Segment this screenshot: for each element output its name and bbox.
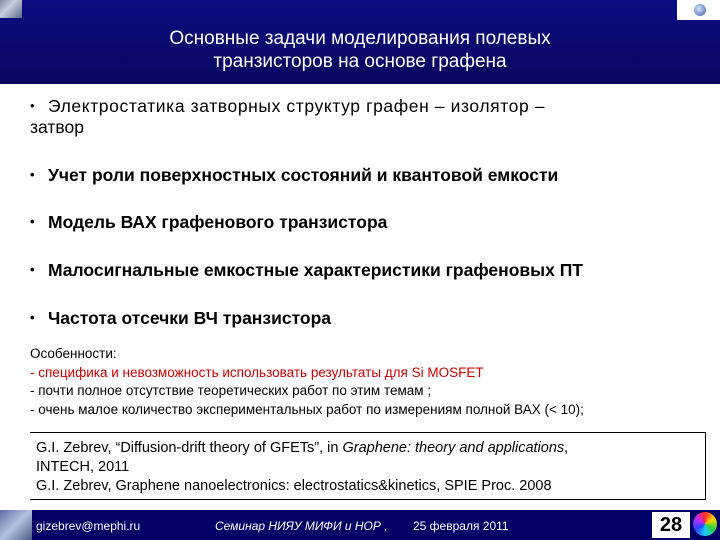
bullet-marker: • xyxy=(30,98,36,113)
partner-logo xyxy=(677,0,720,20)
reference-1 xyxy=(36,439,568,458)
reference-1-prefix: G.I. Zebrev, “Diffusion-drift theory of GFETs”, in xyxy=(36,440,343,456)
note-item: - почти полное отсутствие теоретических работ по этим темам ; xyxy=(30,383,432,398)
bullet-item-2 xyxy=(30,164,558,186)
reference-1-book-title: Graphene: theory and applications xyxy=(342,440,565,456)
bullet-item-1-line-2: затвор xyxy=(30,117,84,137)
reference-1-suffix: , xyxy=(564,440,569,456)
color-wheel-icon xyxy=(693,512,717,536)
bullet-item-5-text: Частота отсечки ВЧ транзистора xyxy=(48,308,332,328)
footer-seminar-label: Семинар НИЯУ МИФИ и НОР , xyxy=(215,519,388,533)
bullet-item-2-text: Учет роли поверхностных состояний и квантовой емкости xyxy=(48,165,559,185)
reference-2: G.I. Zebrev, Graphene nanoelectronics: electrostatics&kinetics, SPIE Proc. 2008 xyxy=(36,478,552,494)
slide-page-number: 28 xyxy=(652,512,690,538)
bullet-item-4 xyxy=(30,259,583,281)
references-box xyxy=(30,432,706,500)
note-item: - очень малое количество экспериментальных работ по измерениям полной ВАХ (< 10); xyxy=(30,401,584,417)
bullet-item-5 xyxy=(30,307,331,329)
bullet-item-3-text: Модель ВАХ графенового транзистора xyxy=(48,212,388,232)
features-notes xyxy=(30,345,584,419)
note-item: - специфика и невозможность использовать результаты для Si MOSFET xyxy=(30,364,484,380)
bullet-item-1-line-1: Электростатика затворных структур графен – изолятор – xyxy=(48,96,546,116)
bullet-item-3 xyxy=(30,211,387,233)
slide-title-line-2: транзисторов на основе графена xyxy=(213,51,507,72)
institute-logo xyxy=(0,0,22,18)
slide-title xyxy=(60,27,660,73)
bullet-marker: • xyxy=(30,262,35,277)
footer-thumbnail-image xyxy=(0,510,32,540)
bullet-item-1 xyxy=(30,95,545,138)
bullet-marker: • xyxy=(30,167,35,182)
logo-emblem-icon xyxy=(694,4,706,16)
notes-heading: Особенности: xyxy=(30,346,117,361)
footer-date: 25 февраля 2011 xyxy=(413,519,509,533)
footer-email-link[interactable]: gizebrev@mephi.ru xyxy=(36,519,141,533)
slide-title-line-1: Основные задачи моделирования полевых xyxy=(169,28,551,49)
bullet-marker: • xyxy=(30,214,35,229)
references-list xyxy=(36,439,568,496)
bullet-marker: • xyxy=(30,310,35,325)
reference-1-publisher: INTECH, 2011 xyxy=(36,459,130,475)
bullet-item-4-text: Малосигнальные емкостные характеристики графеновых ПТ xyxy=(48,260,583,280)
